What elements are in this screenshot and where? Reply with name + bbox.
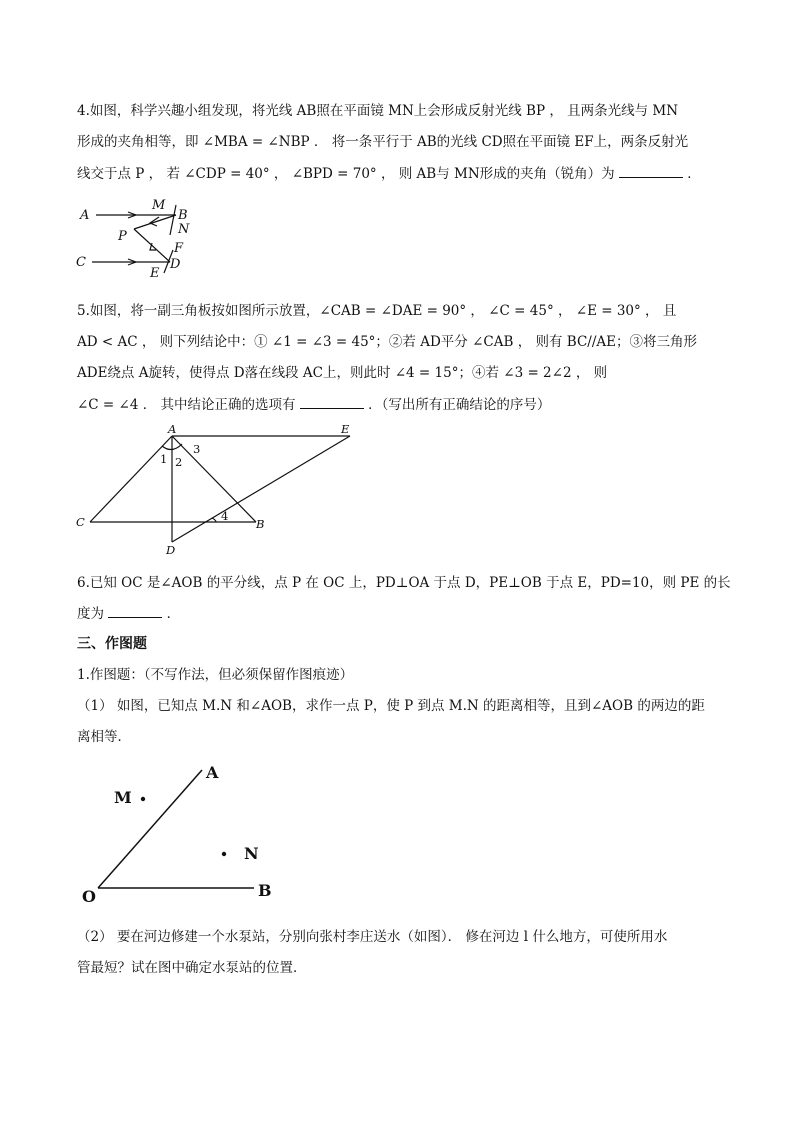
q5-answer-blank (300, 394, 364, 409)
q5-text-line-4-end: ．（写出所有正确结论的序号） (368, 397, 551, 413)
segment-ab (172, 436, 256, 522)
q4-mirror-figure (70, 195, 200, 280)
label-a: A (168, 422, 177, 436)
angle-label-3: 3 (193, 442, 201, 456)
label-a: A (206, 763, 219, 782)
label-p: P (118, 229, 127, 244)
s3-part1-line-1: （1） 如图，已知点 M.N 和∠AOB，求作一点 P，使 P 到点 M.N 的距离相等，且到∠AOB 的两边的距 (77, 698, 705, 714)
angle-label-2: 2 (175, 455, 183, 469)
label-c: C (76, 515, 85, 529)
label-b: B (258, 881, 272, 900)
label-e: E (150, 266, 160, 280)
q5-text-line-4 (77, 394, 550, 415)
ray-pd (134, 229, 170, 262)
point-n (222, 852, 226, 856)
q5-text-line-4-main: ∠C = ∠4 ． 其中结论正确的选项有 (77, 397, 296, 413)
angle-label-4: 4 (221, 509, 229, 523)
q5-text-line-1: 5.如图，将一副三角板按如图所示放置，∠CAB = ∠DAE = 90° ， ∠C = 45° ， ∠E = 30° ， 且 (77, 303, 677, 319)
q6-text-line-1: 6.已知 OC 是∠AOB 的平分线，点 P 在 OC 上，PD⊥OA 于点 D，PE⊥OB 于点 E，PD=10，则 PE 的长 (77, 575, 731, 591)
label-m: M (152, 198, 166, 213)
section-title: 三、作图题 (77, 636, 147, 652)
segment-ac (90, 436, 172, 522)
label-c: C (76, 255, 86, 270)
point-m (141, 797, 145, 801)
s3-q1-heading: 1.作图题：（不写作法，但必须保留作图痕迹） (77, 667, 354, 683)
label-n: N (178, 222, 190, 237)
ray-bp (134, 215, 176, 229)
q6-text-line-2-end: ． (166, 606, 181, 622)
label-b: B (256, 517, 265, 531)
label-d: D (166, 543, 176, 557)
s3-angle-figure (70, 755, 290, 910)
s3-part2-line-2: 管最短？试在图中确定水泵站的位置． (77, 960, 307, 976)
s3-part1-line-2: 离相等． (77, 729, 131, 745)
q6-answer-blank (108, 603, 162, 618)
mirror-mn (170, 205, 176, 235)
label-d: D (170, 257, 181, 272)
q5-text-line-2: AD < AC ， 则下列结论中：① ∠1 = ∠3 = 45°；②若 AD平分 ∠CAB ， 则有 BC//AE；③将三角形 (77, 334, 697, 350)
s3-part2-line-1: （2） 要在河边修建一个水泵站，分别向张村李庄送水（如图）． 修在河边 l 什么地方，可使所用水 (77, 929, 668, 945)
q4-text-line-3 (77, 163, 701, 184)
label-b: B (178, 208, 188, 223)
q4-text-line-3-end: ． (687, 166, 701, 182)
q5-text-line-3: ADE绕点 A旋转，使得点 D落在线段 AC上，则此时 ∠4 = 15°；④若 ∠3 = 2∠2 ， 则 (77, 365, 608, 381)
label-a: A (80, 208, 90, 223)
q5-triangles-figure (70, 420, 370, 565)
q4-text-line-3-main: 线交于点 P ， 若 ∠CDP = 40° ， ∠BPD = 70° ， 则 AB与 MN形成的夹角（锐角）为 (77, 166, 615, 182)
q6-text-line-2-main: 度为 (77, 606, 104, 622)
angle-label-1: 1 (160, 452, 168, 466)
label-n: N (244, 844, 259, 863)
q4-text-line-2: 形成的夹角相等，即 ∠MBA = ∠NBP ． 将一条平行于 AB的光线 CD照在平面镜 EF上，两条反射光 (77, 134, 689, 150)
q4-answer-blank (619, 163, 683, 178)
q6-text-line-2 (77, 603, 180, 624)
label-m: M (114, 788, 132, 807)
label-o: O (82, 887, 96, 906)
label-e: E (341, 422, 350, 436)
q4-text-line-1: 4.如图，科学兴趣小组发现，将光线 AB照在平面镜 MN上会形成反射光线 BP ， 且两条光线与 MN (77, 103, 679, 119)
label-f: F (174, 241, 184, 256)
